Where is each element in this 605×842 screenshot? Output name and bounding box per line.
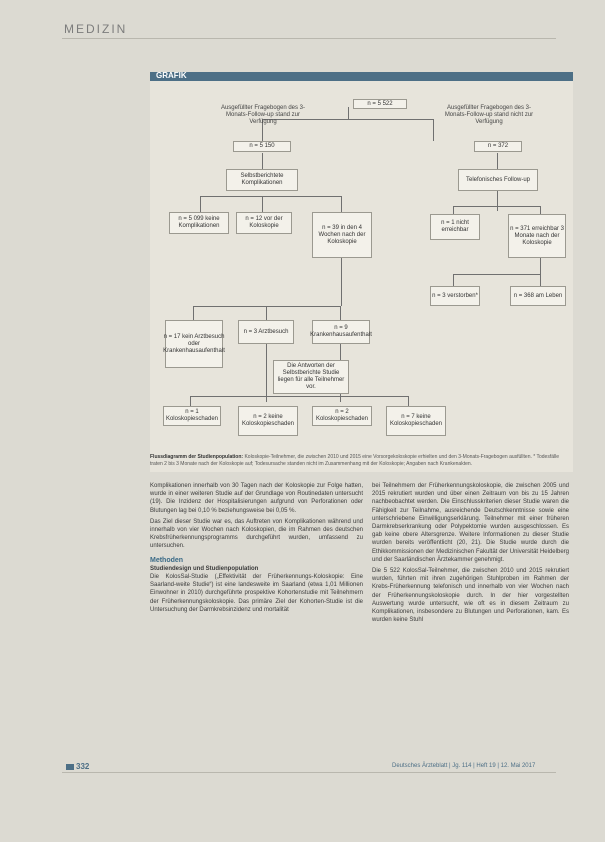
connector (193, 306, 341, 307)
connector (266, 344, 267, 402)
connector (408, 396, 409, 406)
total-box: n = 5 522 (353, 99, 407, 109)
connector (262, 196, 263, 212)
left-n-box: n = 5 150 (233, 141, 291, 152)
methods-heading: Methoden (150, 556, 184, 564)
doctor-visit-box: n = 3 Arztbesuch (238, 320, 294, 344)
right-n-box: n = 372 (474, 141, 522, 152)
paragraph: bei Teilnehmern der Früherkennungskoloskopie, die zwischen 2005 und 2015 rekrutiert wurden und über einen Zeitraum von bis zu 15 Jahren nachbeobachtet werden. Die Einschlusskriterien dieser Studie waren die Fähigkeit zur Teilnahme, ausreichende Deutschkenntnisse sowie eine unterschriebene Einwilligungserklärung. Teilnehmer mit einer früheren Darmkrebserkrankung oder Polypektomie wurden ausgeschlossen. Es gab keine obere Altersgrenze. Weitere Informationen zu dieser Studie wurden bereits veröffentlicht (20, 21). Die Studie wurde durch die Ethikkommissionen der Medizinischen Fakultät der Universität Heidelberg und der Saarländischen Ärztekammer genehmigt. (372, 483, 569, 563)
self-report-box: Selbstberichtete Komplikationen (226, 169, 298, 191)
no-complication-box: n = 5 099 keine Komplikationen (169, 212, 229, 234)
exclusion-note-box: Die Antworten der Selbstberichte Studie liegen für alle Teilnehmer vor. (273, 360, 349, 394)
left-column (150, 482, 363, 617)
no-colo-complication-a-box: n = 2 keine Koloskopieschaden (238, 406, 298, 436)
connector (341, 196, 342, 212)
within-4w-box: n = 39 in den 4 Wochen nach der Koloskopie (312, 212, 372, 258)
no-colo-complication-b-box: n = 7 keine Koloskopieschaden (386, 406, 446, 436)
not-reachable-box: n = 1 nicht erreichbar (430, 214, 480, 240)
connector (266, 306, 267, 320)
before-colo-box: n = 12 vor der Koloskopie (236, 212, 292, 234)
connector (341, 258, 342, 306)
caption-body: Koloskopie-Teilnehmer, die zwischen 2010 und 2015 eine Vorsorgekoloskopie erhielten und den 3-Monats-Fragebogen ausfüllten. * Todesfälle traten 2 bis 3 Monate nach der Koloskopie auf; Todesursache standen nicht im Zusammenhang mit der Koloskopie; Angaben nach Krankenakten. (150, 454, 560, 467)
paragraph: Die KolosSal-Studie („Effektivität der Früherkennungs-Koloskopie: Eine Saarland-weite Studie“) ist eine landesweite im Saarland (etwa 1,01 Millionen Einwohner in 2010) durchgeführte prospektive Kohortenstudie mit Teilnehmern der Früherkennungskoloskopie. Das primäre Ziel der Kohorten-Studie ist die Untersuchung der Darmkrebsinzidenz und mortalität (150, 574, 363, 613)
paragraph: Komplikationen innerhalb von 30 Tagen nach der Koloskopie zur Folge hatten, wurde in einer weiteren Studie auf der Grundlage von Routinedaten untersucht (19). Die Inzidenz der Hospitalisierungen aufgrund von Perforationen oder Blutungen lag bei 0,10 % beziehungsweise bei 0,05 %. (150, 483, 363, 514)
connector (453, 274, 541, 275)
journal-citation: Deutsches Ärzteblatt | Jg. 114 | Heft 19 | 12. Mai 2017 (392, 763, 536, 769)
connector (453, 206, 454, 214)
no-followup-box: n = 17 kein Arztbesuch oder Krankenhausaufenthalt (165, 320, 223, 368)
connector (540, 206, 541, 214)
connector (340, 306, 341, 320)
figure-label: GRAFIK (156, 71, 187, 80)
colo-complication-b-box: n = 2 Koloskopieschaden (312, 406, 372, 426)
page-number-marker (66, 764, 74, 770)
connector (262, 153, 263, 169)
section-header: MEDIZIN (64, 22, 128, 36)
deceased-box: n = 3 verstorben* (430, 286, 480, 306)
hospital-box: n = 9 Krankenhausaufenthalt (312, 320, 370, 344)
connector (190, 396, 266, 397)
followup-phone-box: Telefonisches Follow-up (458, 169, 538, 191)
colo-complication-box: n = 1 Koloskopieschaden (163, 406, 221, 426)
connector (433, 119, 434, 141)
figure-label-bar (150, 72, 573, 81)
connector (540, 274, 541, 286)
methods-subheading: Studiendesign und Studienpopulation (150, 565, 259, 572)
page-number: 332 (76, 762, 90, 771)
figure-caption (150, 454, 573, 468)
paragraph: Das Ziel dieser Studie war es, das Auftreten von Komplikationen während und innerhalb von vier Wochen nach Koloskopien, die im Rahmen des deutschen Krebsfrüherkennungsprogramms durchgeführt wurden, umfassend zu untersuchen. (150, 518, 363, 550)
connector (193, 306, 194, 320)
connector (453, 206, 541, 207)
connector (266, 396, 408, 397)
connector (190, 396, 191, 406)
connector (200, 196, 201, 212)
reached-box: n = 371 erreichbar 3 Monate nach der Koloskopie (508, 214, 566, 258)
footer-rule (62, 772, 556, 773)
connector (200, 196, 342, 197)
header-rule (62, 38, 556, 39)
connector (540, 258, 541, 274)
caption-title: Flussdiagramm der Studienpopulation: (150, 454, 244, 460)
connector (348, 107, 349, 119)
right-branch-note: Ausgefüllter Fragebogen des 3-Monats-Follow-up stand nicht zur Verfügung (444, 105, 534, 125)
alive-box: n = 368 am Leben (510, 286, 566, 306)
connector (453, 274, 454, 286)
paragraph: Die 5 522 KolosSal-Teilnehmer, die zwischen 2010 und 2015 rekrutiert wurden, führten mit ihren zugehörigen Stuhlproben im Rahmen der Krebs-Früherkennung telefonisch und innerhalb von vier Wochen nach der Früherkennungskoloskopie durch. In der hier vorgestellten Auswertung wurde untersucht, wie oft es in diesem Zeitraum zu Komplikationen, insbesondere zu Blutungen und Perforationen, kam. Es wurden keine Stuhl (372, 568, 569, 624)
right-column (372, 482, 569, 627)
left-branch-note: Ausgefüllter Fragebogen des 3-Monats-Follow-up stand zur Verfügung (220, 105, 306, 125)
